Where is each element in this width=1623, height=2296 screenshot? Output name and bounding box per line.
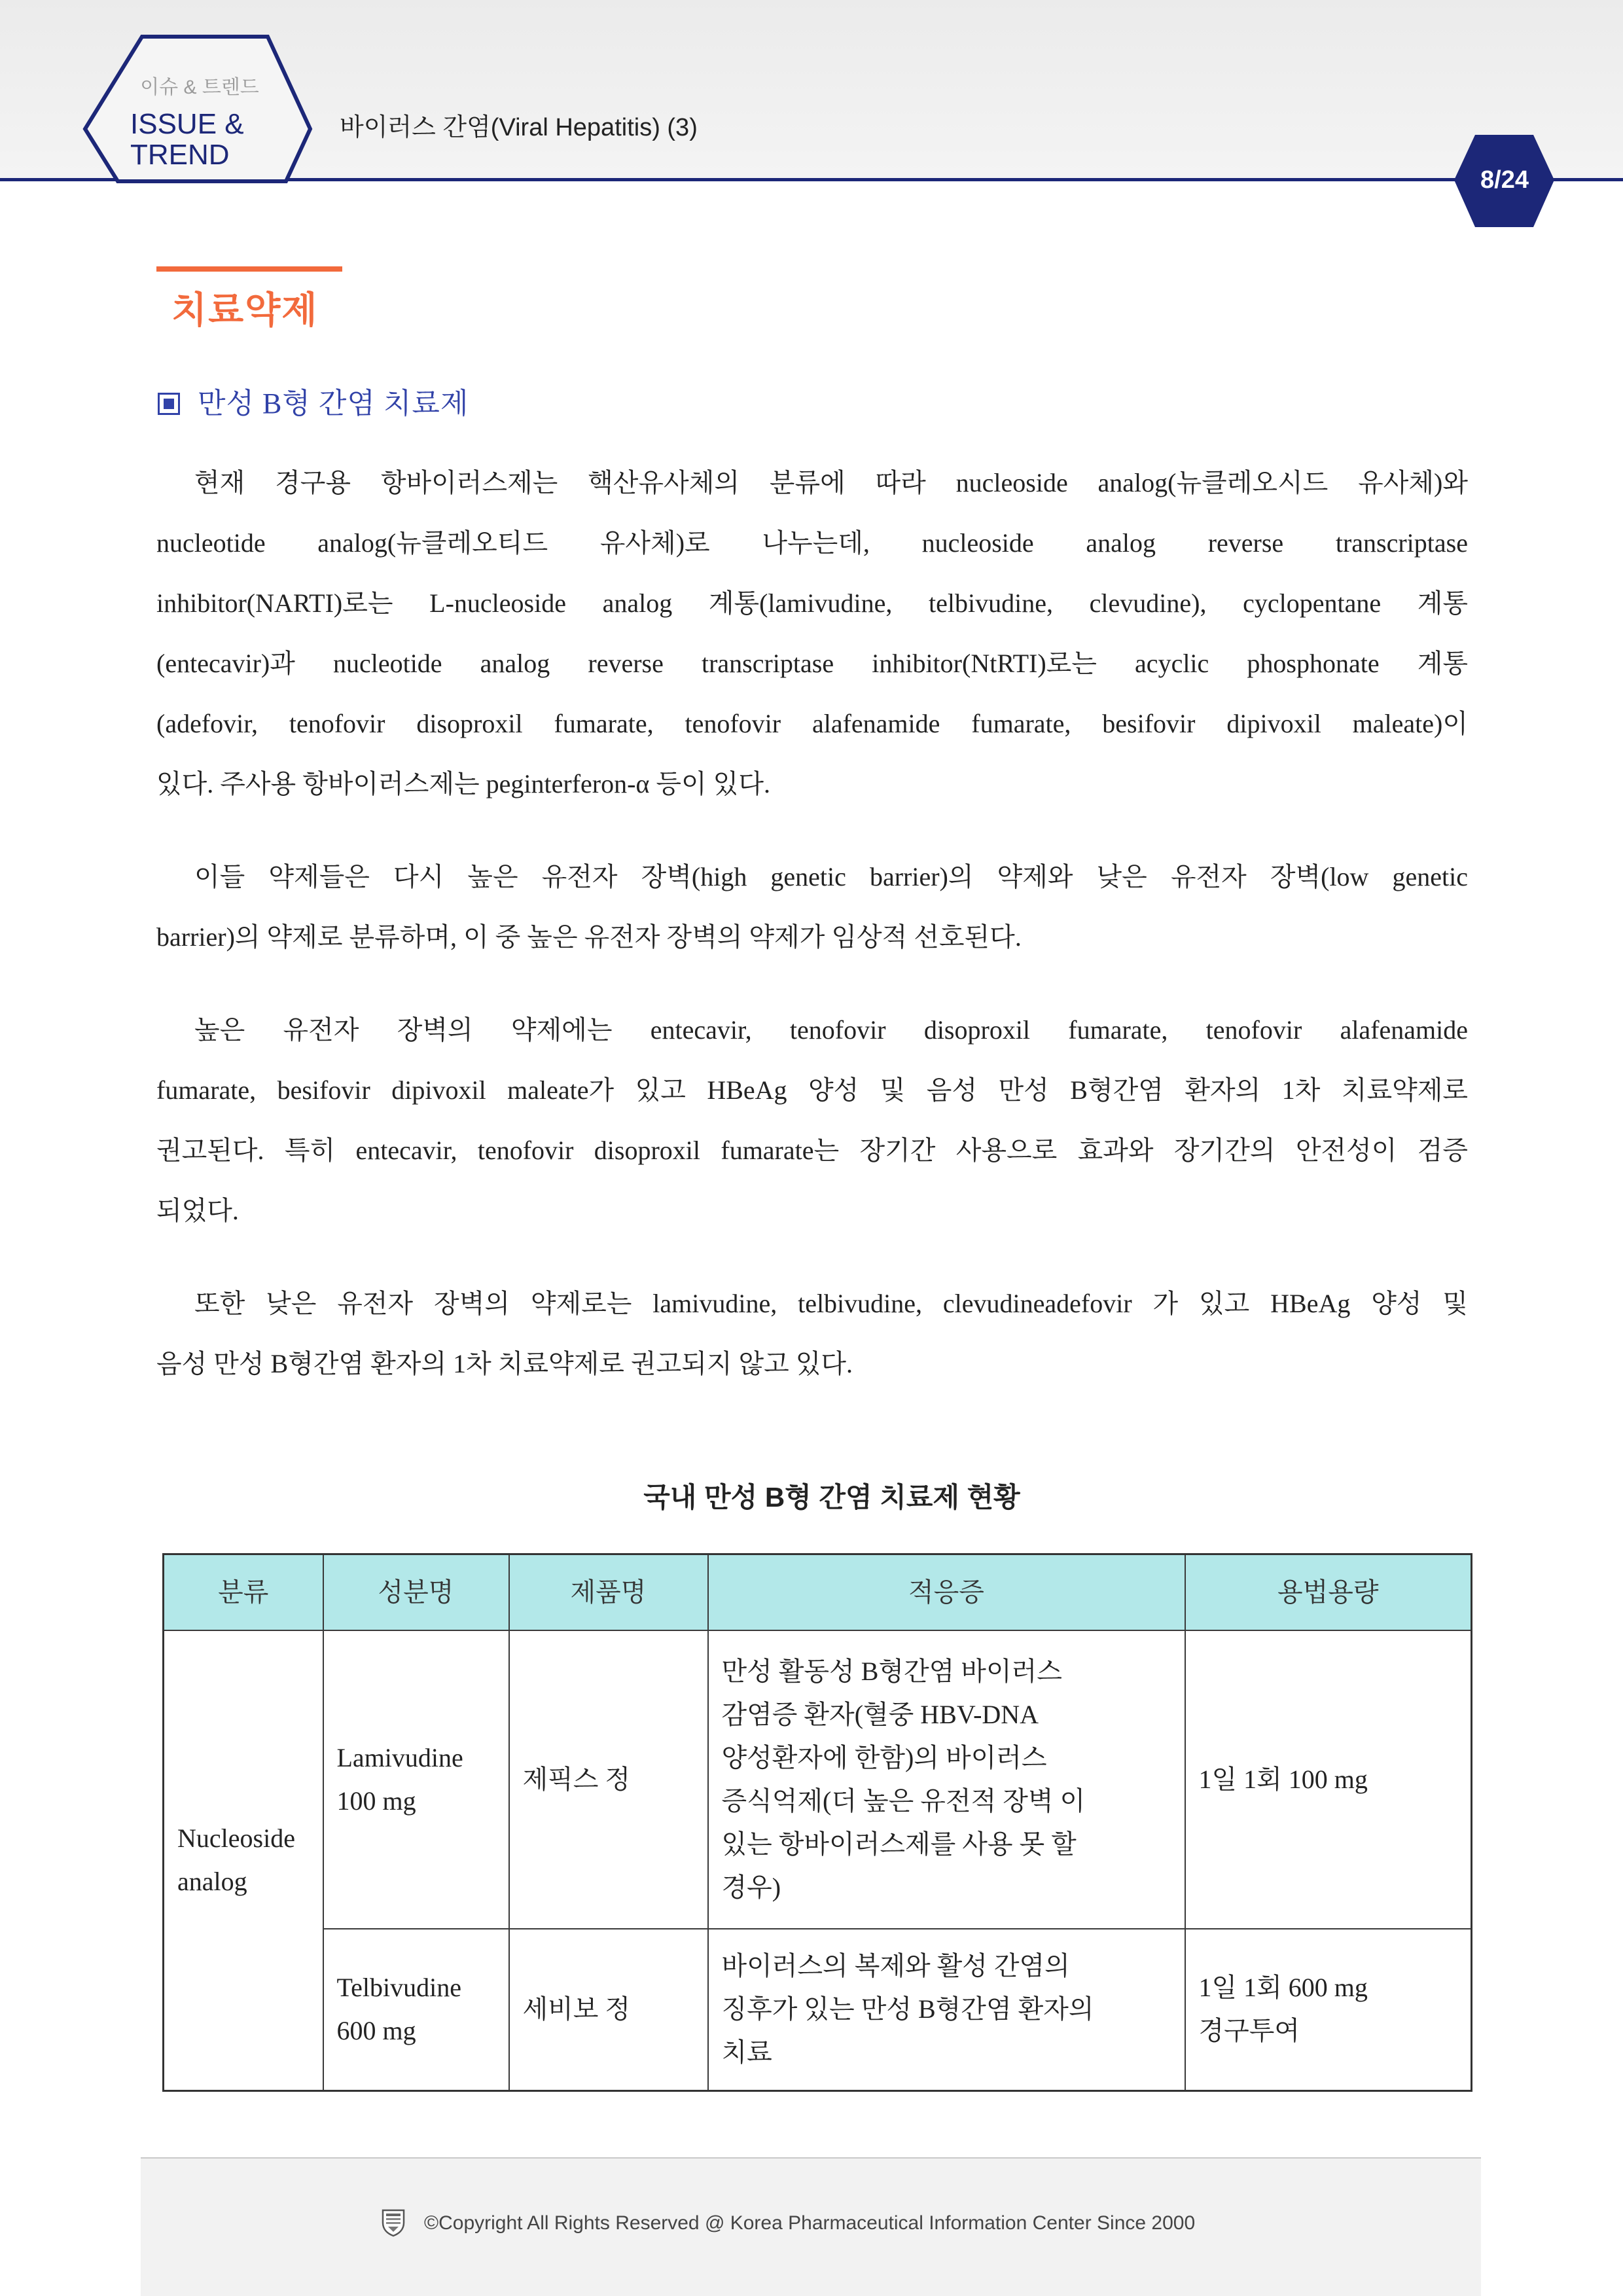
ingredient-line: 600 mg bbox=[336, 2016, 416, 2046]
dosage-line: 경구투여 bbox=[1198, 2016, 1300, 2046]
text-line: nucleotide analog(뉴클레오티드 유사체)로 나누는데, nucleoside analog reverse transcriptase bbox=[156, 528, 1468, 558]
indication-line: 징후가 있는 만성 B형간염 환자의 bbox=[721, 1994, 1094, 2024]
paragraph bbox=[156, 847, 1468, 967]
indication-cell bbox=[708, 1929, 1185, 2091]
indication-line: 있는 항바이러스제를 사용 못 할 bbox=[721, 1829, 1077, 1859]
text-line: 또한 낮은 유전자 장벽의 약제로는 lamivudine, telbivudine, clevudineadefovir 가 있고 HBeAg 양성 및 bbox=[194, 1289, 1468, 1318]
indication-line: 경우) bbox=[721, 1872, 781, 1902]
column-header-dosage: 용법용량 bbox=[1185, 1554, 1472, 1630]
ingredient-line: Telbivudine bbox=[336, 1973, 461, 2003]
category-cell bbox=[164, 1630, 323, 2091]
text-line: (adefovir, tenofovir disoproxil fumarate, tenofovir alafenamide fumarate, besifovir dipivoxil maleate)이 bbox=[156, 709, 1468, 738]
ingredient-cell bbox=[323, 1929, 509, 2091]
product-cell: 제픽스 정 bbox=[509, 1630, 708, 1929]
logo-issue-label: ISSUE & bbox=[130, 108, 244, 140]
text-line: (entecavir)과 nucleotide analog reverse transcriptase inhibitor(NtRTI)로는 acyclic phosphonate 계통 bbox=[156, 649, 1468, 678]
text-line: 되었다. bbox=[156, 1196, 239, 1225]
section-accent-bar bbox=[156, 266, 342, 272]
table-row bbox=[164, 1630, 1472, 1929]
table-row bbox=[164, 1929, 1472, 2091]
section-title: 치료약제 bbox=[171, 289, 319, 331]
ingredient-line: Lamivudine bbox=[336, 1742, 463, 1772]
indication-line: 바이러스의 복제와 활성 간염의 bbox=[721, 1951, 1070, 1981]
text-line: inhibitor(NARTI)로는 L-nucleoside analog 계통(lamivudine, telbivudine, clevudine), cyclopentane 계통 bbox=[156, 588, 1468, 618]
text-line: fumarate, besifovir dipivoxil maleate가 있고 HBeAg 양성 및 음성 만성 B형간염 환자의 1차 치료약제로 bbox=[156, 1075, 1468, 1105]
table-caption: 국내 만성 B형 간염 치료제 현황 bbox=[643, 1482, 1020, 1513]
indication-line: 양성환자에 한함)의 바이러스 bbox=[721, 1742, 1047, 1772]
square-bullet-icon bbox=[158, 393, 180, 415]
dosage-cell bbox=[1185, 1630, 1472, 1929]
text-line: 음성 만성 B형간염 환자의 1차 치료약제로 권고되지 않고 있다. bbox=[156, 1349, 853, 1378]
indication-line: 치료 bbox=[721, 2037, 772, 2068]
text-line: 있다. 주사용 항바이러스제는 peginterferon-α 등이 있다. bbox=[156, 769, 770, 798]
body-text bbox=[156, 453, 1468, 1427]
column-header-ingredient: 성분명 bbox=[323, 1554, 509, 1630]
indication-line: 증식억제(더 높은 유전적 장벽 이 bbox=[721, 1785, 1086, 1816]
text-line: 이들 약제들은 다시 높은 유전자 장벽(high genetic barrier)의 약제와 낮은 유전자 장벽(low genetic bbox=[194, 862, 1468, 891]
text-line: 현재 경구용 항바이러스제는 핵산유사체의 분류에 따라 nucleoside analog(뉴클레오시드 유사체)와 bbox=[194, 468, 1468, 497]
product-cell: 세비보 정 bbox=[509, 1929, 708, 2091]
treatment-table bbox=[162, 1553, 1472, 2092]
kpic-shield-icon bbox=[381, 2208, 406, 2237]
dosage-cell bbox=[1185, 1929, 1472, 2091]
indication-cell bbox=[708, 1630, 1185, 1929]
indication-line: 감염증 환자(혈중 HBV-DNA bbox=[721, 1699, 1039, 1729]
ingredient-cell bbox=[323, 1630, 509, 1929]
category-line: analog bbox=[177, 1867, 247, 1897]
table-header-row bbox=[164, 1554, 1472, 1630]
column-header-indication: 적응증 bbox=[708, 1554, 1185, 1630]
logo-korean-label: 이슈 & 트렌드 bbox=[140, 77, 259, 98]
text-line: barrier)의 약제로 분류하며, 이 중 높은 유전자 장벽의 약제가 임상적 선호된다. bbox=[156, 922, 1022, 952]
column-header-category: 분류 bbox=[164, 1554, 323, 1630]
paragraph bbox=[156, 453, 1468, 814]
indication-line: 만성 활동성 B형간염 바이러스 bbox=[721, 1656, 1062, 1686]
dosage-line: 1일 1회 600 mg bbox=[1198, 1973, 1368, 2003]
subsection-title: 만성 B형 간염 치료제 bbox=[198, 387, 469, 420]
category-line: Nucleoside bbox=[177, 1823, 295, 1854]
text-line: 권고된다. 특히 entecavir, tenofovir disoproxil fumarate는 장기간 사용으로 효과와 장기간의 안전성이 검증 bbox=[156, 1136, 1468, 1165]
ingredient-line: 100 mg bbox=[336, 1785, 416, 1816]
column-header-product: 제품명 bbox=[509, 1554, 708, 1630]
paragraph bbox=[156, 1274, 1468, 1394]
text-line: 높은 유전자 장벽의 약제에는 entecavir, tenofovir disoproxil fumarate, tenofovir alafenamide bbox=[194, 1015, 1468, 1045]
page-number: 8/24 bbox=[1480, 166, 1529, 194]
dosage-line: 1일 1회 100 mg bbox=[1198, 1764, 1368, 1794]
document-title: 바이러스 간염(Viral Hepatitis) (3) bbox=[340, 114, 698, 141]
copyright-text: ©Copyright All Rights Reserved @ Korea Pharmaceutical Information Center Since 2000 bbox=[424, 2212, 1196, 2234]
logo-trend-label: TREND bbox=[130, 139, 230, 171]
paragraph bbox=[156, 1000, 1468, 1241]
